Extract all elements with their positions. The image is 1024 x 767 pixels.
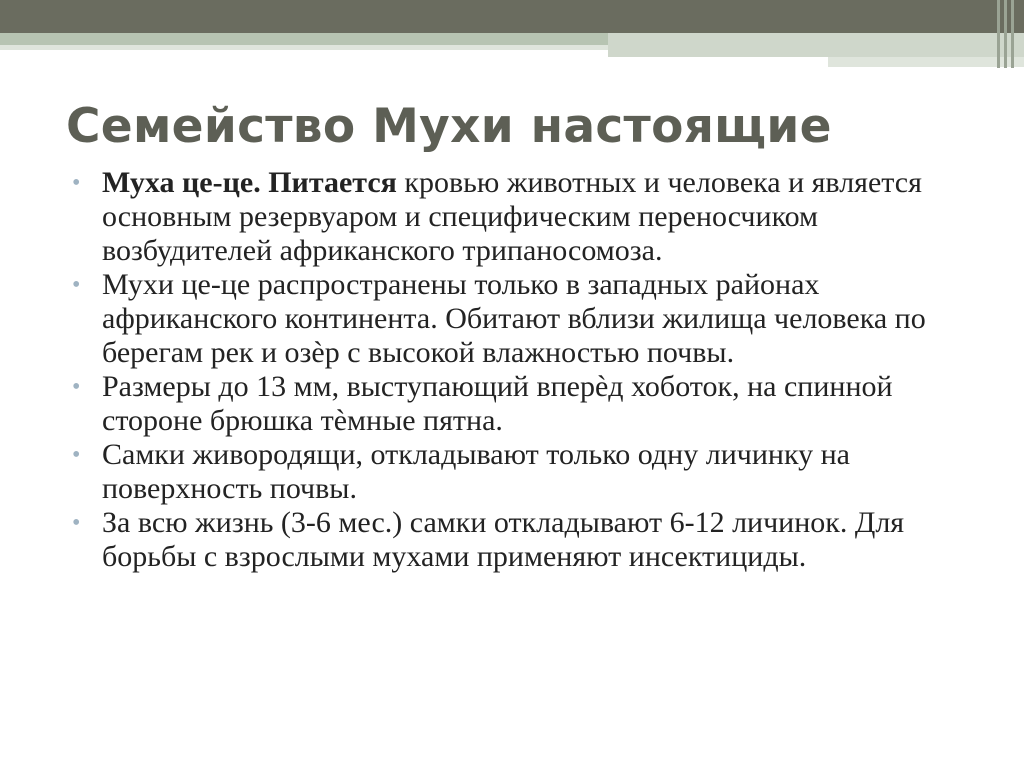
bullet-icon: •	[72, 510, 81, 536]
bullet-text: кровью животных и человека и является основным резервуаром и специфическим переносчиком возбудителей африканского трипаносомоза.	[102, 166, 922, 267]
header-band-right-block	[608, 33, 1024, 57]
bullet-text: За всю жизнь (3-6 мес.) самки откладывают 6-12 личинок. Для борьбы с взрослыми мухами применяют инсектициды.	[102, 506, 905, 573]
bullet-item	[72, 438, 972, 506]
bullet-text: Самки живородящи, откладывают только одну личинку на поверхность почвы.	[102, 438, 850, 505]
bullet-icon: •	[72, 170, 81, 196]
header-band-dark	[0, 0, 1024, 33]
header-band-right-block-small	[828, 57, 1024, 67]
bullet-text: Размеры до 13 мм, выступающий вперѐд хоботок, на спинной стороне брюшка тѐмные пятна.	[102, 370, 893, 437]
slide-title: Семейство Мухи настоящие	[66, 99, 832, 154]
bullet-item	[72, 370, 972, 438]
bullet-item	[72, 268, 972, 370]
bullet-list	[72, 166, 972, 574]
bullet-item	[72, 506, 972, 574]
decorative-vertical-line	[1011, 0, 1014, 68]
bullet-item	[72, 166, 972, 268]
decorative-vertical-line	[1004, 0, 1007, 68]
bullet-icon: •	[72, 374, 81, 400]
bullet-icon: •	[72, 442, 81, 468]
bullet-icon: •	[72, 272, 81, 298]
decorative-vertical-line	[997, 0, 1000, 68]
bullet-text: Мухи це-це распространены только в западных районах африканского континента. Обитают вблизи жилища человека по берегам рек и озѐр с высокой влажностью почвы.	[102, 268, 926, 369]
bullet-bold-text: Муха це-це. Питается	[102, 166, 397, 199]
